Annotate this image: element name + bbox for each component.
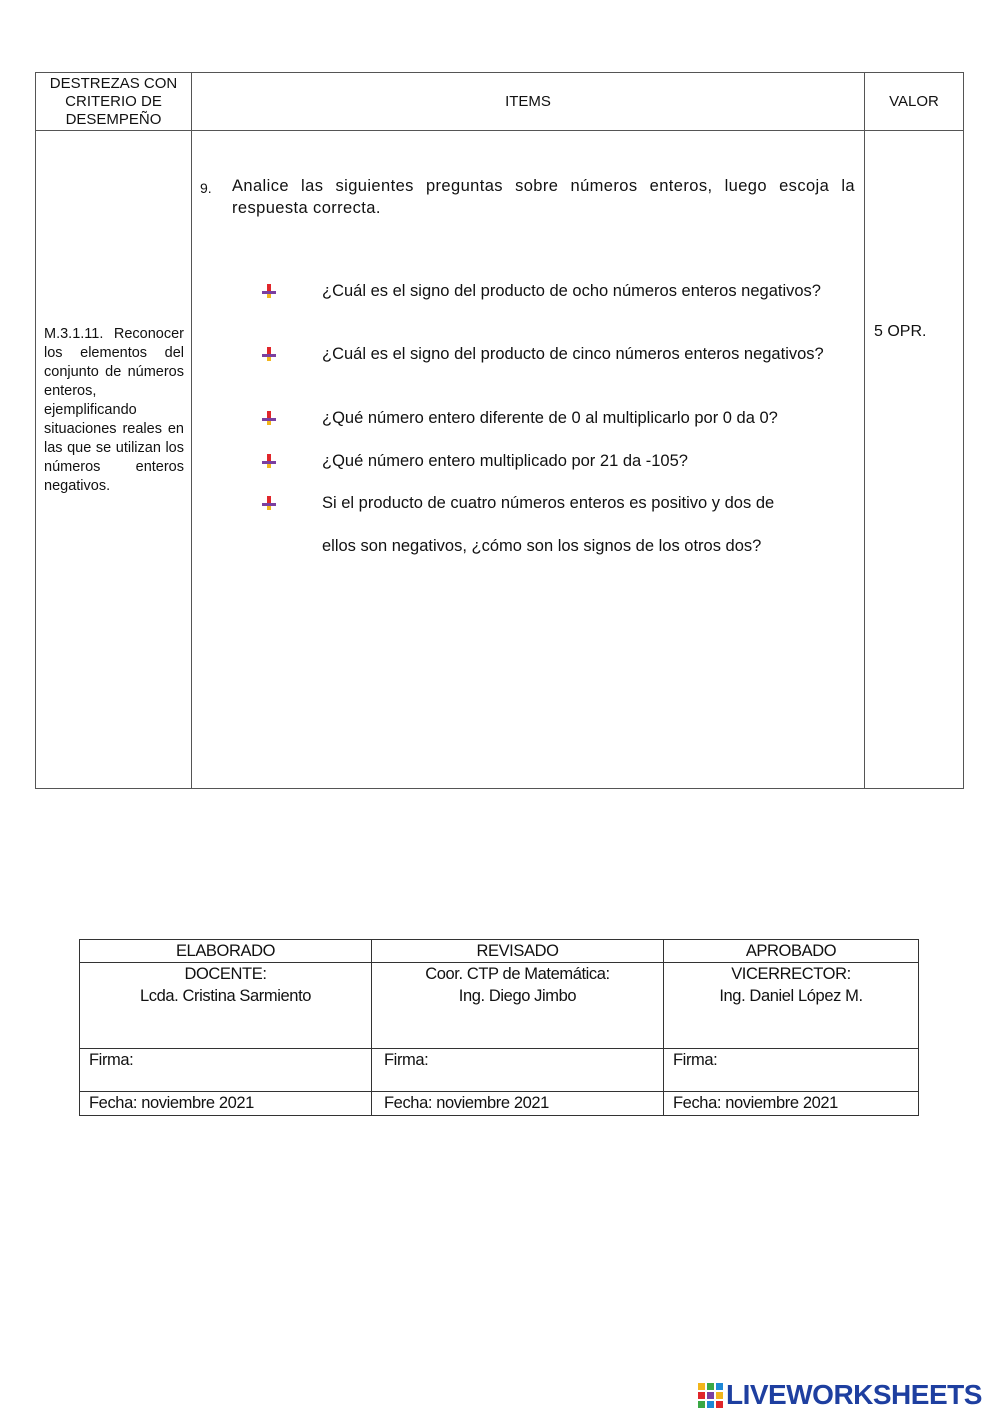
signature-table (79, 939, 919, 1116)
bullet-text: Si el producto de cuatro números enteros es positivo y dos de (322, 494, 775, 512)
sig-role: DOCENTE: (184, 965, 267, 983)
question-intro-text: Analice las siguientes preguntas sobre números enteros, luego escoja la respuesta correcta. (232, 177, 855, 217)
sig-firma: Firma: (89, 1051, 134, 1069)
bullet-item (292, 281, 832, 302)
sig-name: Lcda. Cristina Sarmiento (139, 987, 312, 1005)
bullet-arrow-icon (262, 411, 276, 425)
brand-text: LIVEWORKSHEETS (726, 1379, 982, 1410)
column-divider (864, 73, 865, 788)
row-divider (80, 1048, 918, 1049)
sig-header-aprobado: APROBADO (745, 942, 837, 960)
sig-fecha: Fecha: noviembre 2021 (89, 1094, 254, 1112)
header-valor: VALOR (889, 93, 939, 110)
bullet-arrow-icon (262, 284, 276, 298)
bullet-item (292, 451, 832, 472)
bullet-text: ¿Cuál es el signo del producto de ocho números enteros negativos? (322, 282, 821, 300)
sig-header-elaborado: ELABORADO (175, 942, 276, 960)
sig-header-revisado: REVISADO (476, 942, 559, 960)
sig-firma: Firma: (384, 1051, 429, 1069)
header-items: ITEMS (505, 93, 551, 110)
bullet-item (292, 408, 832, 429)
sig-name: Ing. Daniel López M. (719, 987, 863, 1005)
question-number: 9. (200, 180, 212, 196)
valor-text: 5 OPR. (874, 323, 927, 340)
evaluation-table (35, 72, 964, 789)
bullet-item (292, 344, 832, 365)
bullet-arrow-icon (262, 347, 276, 361)
sig-role: Coor. CTP de Matemática: (425, 965, 610, 983)
sig-role: VICERRECTOR: (731, 965, 851, 983)
column-divider (191, 73, 192, 788)
sig-fecha: Fecha: noviembre 2021 (384, 1094, 549, 1112)
bullet-text: ellos son negativos, ¿cómo son los signos de los otros dos? (322, 537, 762, 555)
bullet-text: ¿Qué número entero multiplicado por 21 da -105? (322, 452, 688, 470)
bullet-item (292, 493, 832, 514)
bullet-continuation (292, 536, 832, 557)
bullet-text: ¿Cuál es el signo del producto de cinco números enteros negativos? (322, 345, 824, 363)
sig-fecha: Fecha: noviembre 2021 (673, 1094, 838, 1112)
destreza-text: M.3.1.11. Reconocer los elementos del conjunto de números enteros, ejemplificando situaciones reales en las que se utilizan los números enteros negativos. (44, 326, 184, 494)
question-intro (200, 175, 855, 219)
liveworksheets-logo[interactable] (698, 1379, 982, 1411)
sig-name: Ing. Diego Jimbo (458, 987, 577, 1005)
sig-firma: Firma: (673, 1051, 718, 1069)
bullet-arrow-icon (262, 454, 276, 468)
header-destrezas: DESTREZAS CON CRITERIO DE DESEMPEÑO (49, 75, 178, 128)
liveworksheets-logo-icon (698, 1381, 724, 1409)
bullet-text: ¿Qué número entero diferente de 0 al multiplicarlo por 0 da 0? (322, 409, 778, 427)
bullet-arrow-icon (262, 496, 276, 510)
